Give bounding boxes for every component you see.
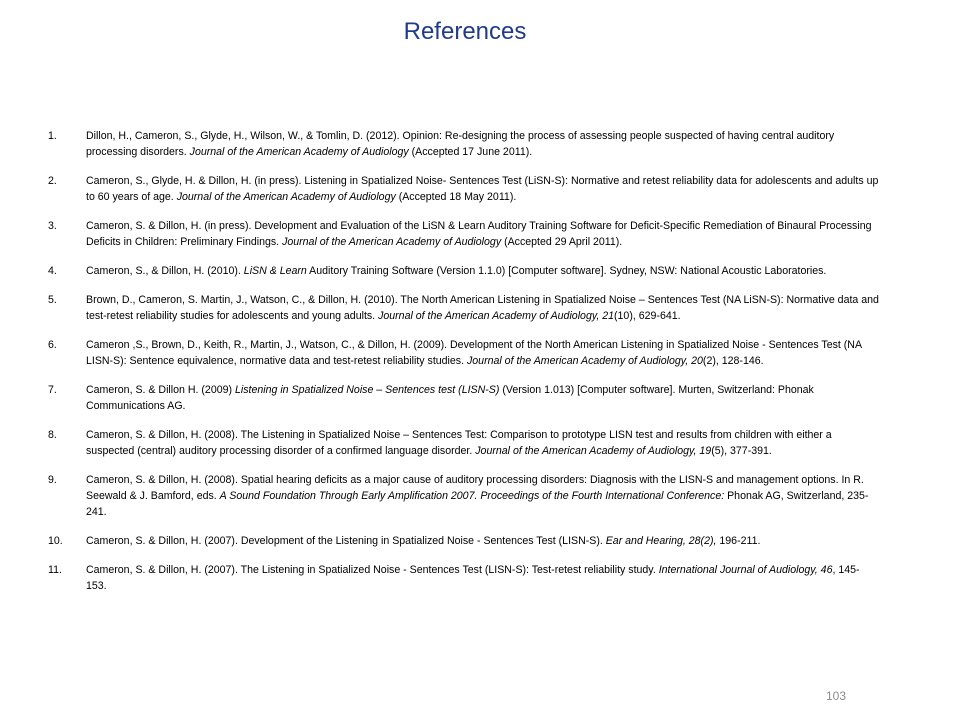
reference-number: 9. [48,474,57,486]
reference-item [48,427,880,459]
reference-number: 4. [48,265,57,277]
reference-italic-segment: International Journal of Audiology, 46 [658,564,833,576]
reference-text [86,562,880,594]
reference-segment: (Accepted 17 June 2011). [408,146,533,158]
reference-segment: (Version 1.013) [Computer software]. Murten, Switzerland: Phonak Communications AG. [86,384,814,412]
reference-segment: (Accepted 18 May 2011). [395,191,517,203]
reference-number: 8. [48,429,57,441]
reference-text [86,337,880,369]
reference-segment: (2), 128-146. [702,355,764,367]
reference-number: 2. [48,175,57,187]
reference-segment: (Accepted 29 April 2011). [501,236,623,248]
reference-italic-segment: Journal of the American Academy of Audiology, 20 [466,355,703,367]
reference-number: 7. [48,384,57,396]
reference-italic-segment: Journal of the American Academy of Audiology [176,191,396,203]
reference-text [86,382,880,414]
reference-italic-segment: LiSN & Learn [243,265,307,277]
reference-segment: Auditory Training Software (Version 1.1.0) [Computer software]. Sydney, NSW: National Acoustic Laboratories. [306,265,827,277]
reference-segment: Cameron ,S., Brown, D., Keith, R., Martin, J., Watson, C., & Dillon, H. (2009). Development of the North American Listening in Spatialized Noise - Sentences Test (NA LISN-S): Sentence equivalence, normative data and test-retest reliability studies. [86,339,862,367]
reference-text [86,218,880,250]
reference-number: 3. [48,220,57,232]
reference-italic-segment: Listening in Spatialized Noise – Sentences test (LISN-S) [234,384,500,396]
reference-text [86,533,880,549]
reference-text [86,173,880,205]
reference-item [48,337,880,369]
reference-italic-segment: Ear and Hearing, 28(2), [605,535,717,547]
reference-text [86,292,880,324]
reference-item [48,263,880,279]
reference-italic-segment: A Sound Foundation Through Early Amplification 2007. Proceedings of the Fourth International Conference: [219,490,725,502]
reference-item [48,382,880,414]
page-title: References [403,18,527,45]
reference-item [48,562,880,594]
reference-segment: Cameron, S. & Dillon, H. (2008). The Listening in Spatialized Noise – Sentences Test: Comparison to prototype LISN test and results from children with either a suspected (central) auditory processing disorder of a confirmed language disorder. [86,429,832,457]
reference-item [48,533,880,549]
reference-text [86,263,880,279]
reference-italic-segment: Journal of the American Academy of Audiology, 21 [378,310,615,322]
reference-segment: Cameron, S. & Dillon, H. (in press). Development and Evaluation of the LiSN & Learn Auditory Training Software for Deficit-Specific Remediation of Binaural Processing Deficits in Children: Preliminary Findings. [86,220,872,248]
reference-segment: Cameron, S., Glyde, H. & Dillon, H. (in press). Listening in Spatialized Noise- Sentences Test (LiSN-S): Normative and retest reliability data for adolescents and adults up to 60 years of age. [86,175,879,203]
reference-italic-segment: Journal of the American Academy of Audiology [282,236,502,248]
reference-text [86,427,880,459]
reference-segment: Phonak AG, Switzerland, 235-241. [86,490,869,518]
reference-segment: Cameron, S. & Dillon, H. (2007). The Listening in Spatialized Noise - Sentences Test (LISN-S): Test-retest reliability study. [86,564,659,576]
reference-italic-segment: Journal of the American Academy of Audiology [189,146,409,158]
page-number: 103 [826,689,847,703]
reference-segment: (10), 629-641. [614,310,681,322]
reference-number: 5. [48,294,57,306]
reference-item [48,292,880,324]
reference-number: 11. [48,564,62,576]
reference-item [48,472,880,520]
reference-segment: Cameron, S. & Dillon, H. (2008). Spatial hearing deficits as a major cause of auditory processing disorders: Diagnosis with the LISN-S and management options. In R. Seewald & J. Bamford, eds. [86,474,864,502]
reference-italic-segment: Journal of the American Academy of Audiology, 19 [475,445,712,457]
reference-segment: Cameron, S. & Dillon, H. (2007). Development of the Listening in Spatialized Noise - Sentences Test (LISN-S). [86,535,606,547]
reference-item [48,218,880,250]
reference-segment: 196-211. [716,535,761,547]
reference-text [86,472,880,520]
reference-segment: Brown, D., Cameron, S. Martin, J., Watson, C., & Dillon, H. (2010). The North American Listening in Spatialized Noise – Sentences Test (NA LiSN-S): Normative data and test-retest reliability studies for adolescents and young adults. [86,294,879,322]
reference-segment: (5), 377-391. [711,445,772,457]
reference-text [86,128,880,160]
reference-segment: Dillon, H., Cameron, S., Glyde, H., Wilson, W., & Tomlin, D. (2012). Opinion: Re-designing the process of assessing people suspected of having central auditory processing disorders. [86,130,835,158]
reference-segment: Cameron, S. & Dillon H. (2009) [86,384,235,396]
reference-segment: Cameron, S., & Dillon, H. (2010). [86,265,244,277]
reference-list [48,128,880,607]
reference-number: 6. [48,339,57,351]
reference-segment: , 145-153. [86,564,860,592]
reference-number: 1. [48,130,57,142]
reference-item [48,128,880,160]
reference-number: 10. [48,535,63,547]
reference-item [48,173,880,205]
